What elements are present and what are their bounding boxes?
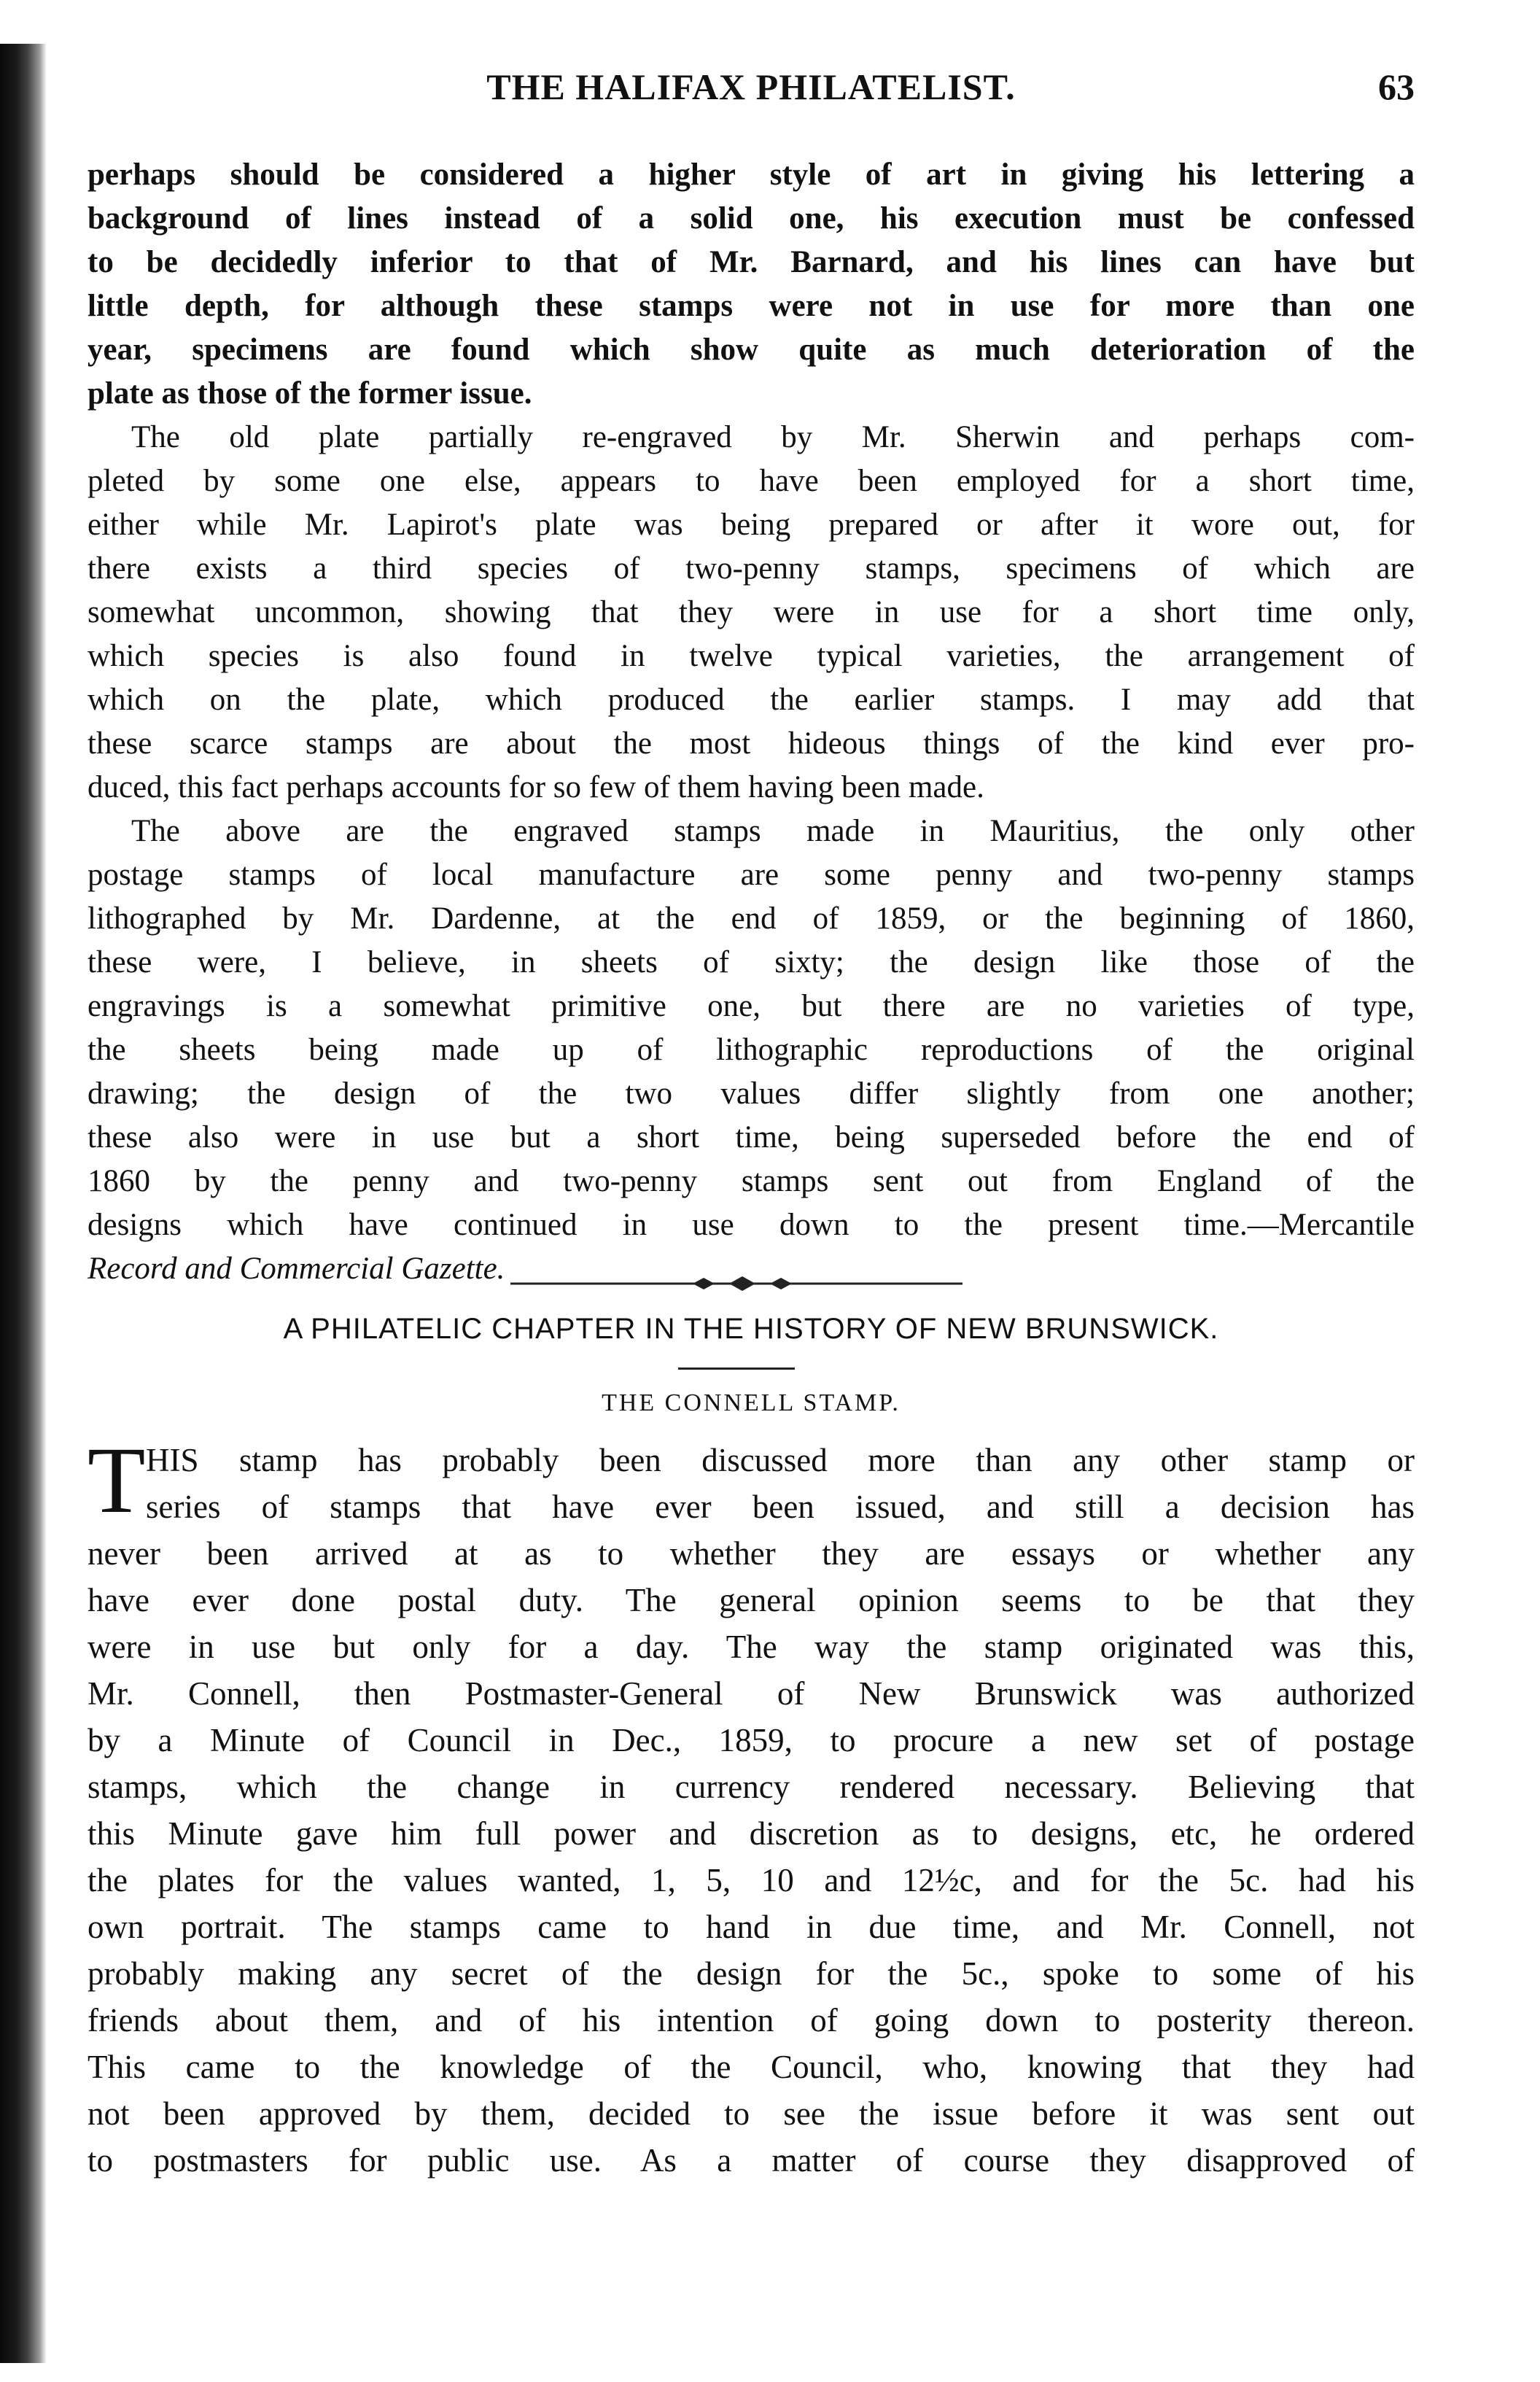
paragraph-lithographs <box>88 810 1415 1291</box>
text-line: series of stamps that have ever been issued, and still a decision has <box>146 1489 1415 1525</box>
text-line: This came to the knowledge of the Council, who, knowing that they had <box>88 2049 1415 2085</box>
text-line: these scarce stamps are about the most hideous things of the kind ever pro- <box>88 726 1415 761</box>
text-line: these were, I believe, in sheets of sixty; the design like those of the <box>88 945 1415 979</box>
text-line: were in use but only for a day. The way the stamp originated was this, <box>88 1629 1415 1665</box>
text-line: the sheets being made up of lithographic reproductions of the original <box>88 1033 1415 1067</box>
running-header <box>88 66 1415 117</box>
text-line: this Minute gave him full power and discretion as to designs, etc, he ordered <box>88 1815 1415 1852</box>
text-line: perhaps should be considered a higher style of art in giving his lettering a <box>88 158 1415 192</box>
text-line: not been approved by them, decided to see the issue before it was sent out <box>88 2095 1415 2132</box>
text-line: to postmasters for public use. As a matter of course they disapproved of <box>88 2142 1415 2179</box>
text-line: plate as those of the former issue. <box>88 376 532 411</box>
text-line: drawing; the design of the two values differ slightly from one another; <box>88 1076 1415 1111</box>
drop-cap: T <box>88 1428 146 1533</box>
text-line: 1860 by the penny and two-penny stamps sent out from England of the <box>88 1164 1415 1198</box>
text-line: which species is also found in twelve typical varieties, the arrangement of <box>88 639 1415 673</box>
text-line: duced, this fact perhaps accounts for so few of them having been made. <box>88 770 984 804</box>
connell-stamp-article <box>88 1428 1415 2184</box>
bold-paragraph <box>88 153 1415 416</box>
text-line: engravings is a somewhat primitive one, but there are no varieties of type, <box>88 989 1415 1023</box>
text-line: lithographed by Mr. Dardenne, at the end of 1859, or the beginning of 1860, <box>88 901 1415 936</box>
text-line: somewhat uncommon, showing that they were in use for a short time only, <box>88 595 1415 629</box>
text-line: these also were in use but a short time, being superseded before the end of <box>88 1120 1415 1155</box>
text-line: background of lines instead of a solid one, his execution must be confessed <box>88 201 1415 236</box>
text-line: The above are the engraved stamps made in Mauritius, the only other <box>131 814 1415 848</box>
ornamental-divider <box>510 1273 962 1295</box>
source-credit: Record and Commercial Gazette. <box>88 1252 505 1286</box>
section-heading: THE CONNELL STAMP. <box>602 1389 901 1416</box>
title-rule <box>678 1367 795 1370</box>
chapter-title: A PHILATELIC CHAPTER IN THE HISTORY OF NEW BRUNSWICK. <box>283 1313 1219 1345</box>
text-line: own portrait. The stamps came to hand in due time, and Mr. Connell, not <box>88 1909 1415 1945</box>
text-line: postage stamps of local manufacture are some penny and two-penny stamps <box>88 858 1415 892</box>
text-line: stamps, which the change in currency rendered necessary. Believing that <box>88 1769 1415 1805</box>
text-line: Mr. Connell, then Postmaster-General of New Brunswick was authorized <box>88 1675 1415 1712</box>
text-line: designs which have continued in use down to the present time.—Mercantile <box>88 1208 1415 1242</box>
text-line: HIS stamp has probably been discussed more than any other stamp or <box>146 1442 1415 1478</box>
text-line: to be decidedly inferior to that of Mr. Barnard, and his lines can have but <box>88 245 1415 279</box>
text-line: year, specimens are found which show quite as much deterioration of the <box>88 333 1415 367</box>
text-line: there exists a third species of two-penny stamps, specimens of which are <box>88 551 1415 586</box>
page-number: 63 <box>1378 66 1415 107</box>
paragraph-engraving <box>88 416 1415 810</box>
text-line: either while Mr. Lapirot's plate was being prepared or after it wore out, for <box>88 508 1415 542</box>
text-line: which on the plate, which produced the earlier stamps. I may add that <box>88 683 1415 717</box>
text-line: The old plate partially re-engraved by Mr. Sherwin and perhaps com- <box>131 420 1415 454</box>
text-line: pleted by some one else, appears to have been employed for a short time, <box>88 464 1415 498</box>
text-line: probably making any secret of the design for the 5c., spoke to some of his <box>88 1955 1415 1992</box>
binding-shadow <box>0 44 47 2363</box>
text-line: by a Minute of Council in Dec., 1859, to procure a new set of postage <box>88 1722 1415 1758</box>
text-line: never been arrived at as to whether they are essays or whether any <box>88 1535 1415 1572</box>
text-line: little depth, for although these stamps were not in use for more than one <box>88 289 1415 323</box>
mauritius-article <box>88 153 1415 1291</box>
text-line: have ever done postal duty. The general opinion seems to be that they <box>88 1582 1415 1618</box>
text-line: friends about them, and of his intention of going down to posterity thereon. <box>88 2002 1415 2038</box>
running-title: THE HALIFAX PHILATELIST. <box>486 66 1016 107</box>
text-line: the plates for the values wanted, 1, 5, 10 and 12½c, and for the 5c. had his <box>88 1862 1415 1898</box>
